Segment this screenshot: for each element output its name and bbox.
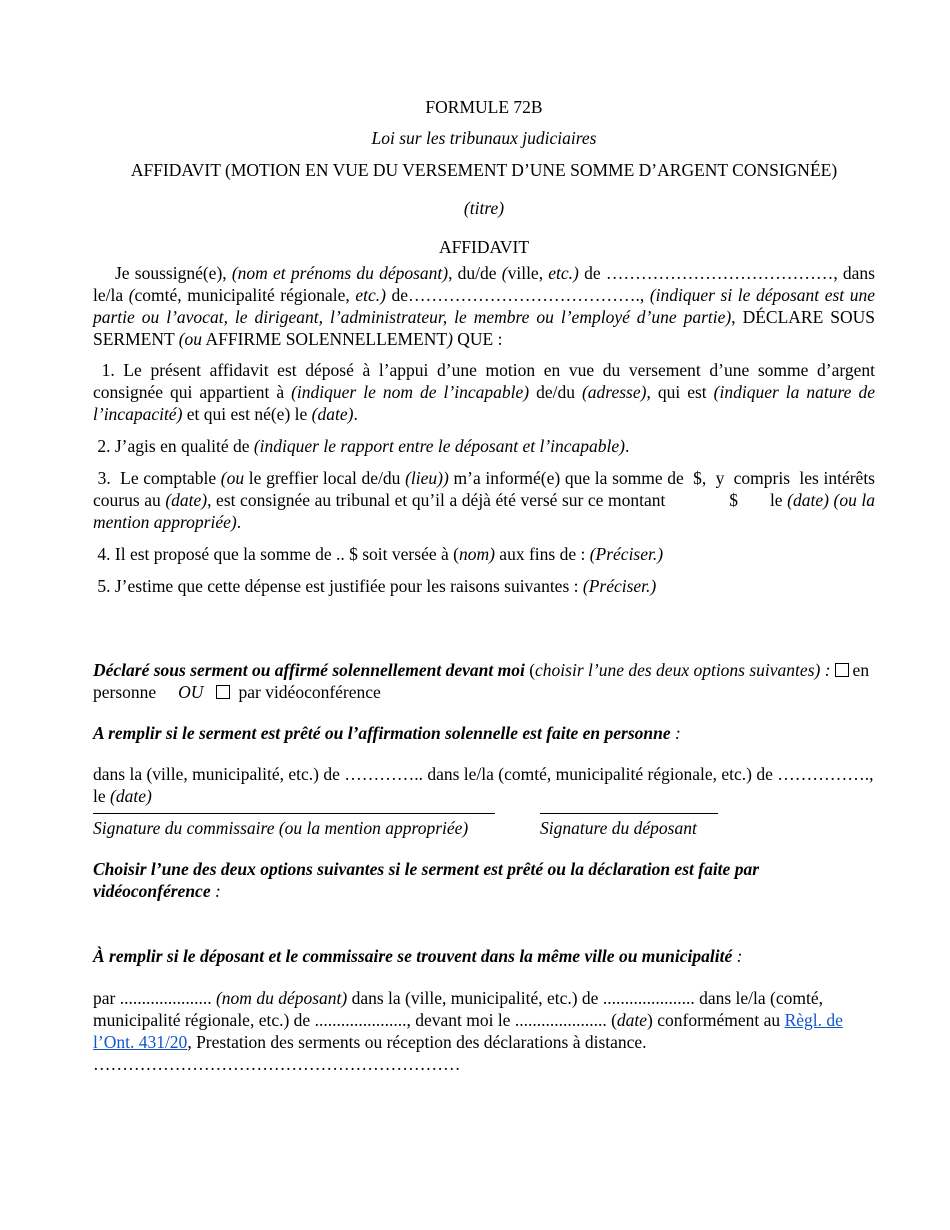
document-page (93, 96, 880, 1075)
deponent-signature (540, 813, 718, 839)
same-city-paragraph: par ..................... (nom du déposant) dans la (ville, municipalité, etc.) de ..................... dans le/la (comté, municipalité régionale, etc.) de ....................., devant moi le ..................... (date) conformément au Règl. de l’Ont. 431/20, Prestation des serments ou réception des déclarations à distance. (93, 988, 843, 1052)
paragraph-1: 1. Le présent affidavit est déposé à l’appui d’une motion en vue du versement d’une somme d’argent consignée qui appartient à (indiquer le nom de l’incapable) de/du (adresse), qui est (indiquer la nature de l’incapacité) et qui est né(e) le (date). (93, 360, 875, 424)
paragraph-3: 3. Le comptable (ou le greffier local de/du (lieu)) m’a informé(e) que la somme de $, y compris les intérêts courus au (date), est consignée au tribunal et qu’il a déjà été versé sur ce montant $ le (date) (ou la mention appropriée). (93, 468, 880, 532)
title-placeholder: (titre) (463, 198, 505, 218)
regulation-link[interactable]: Règl. de l’Ont. 431/20 (93, 1010, 843, 1052)
affidavit-heading: AFFIDAVIT (438, 237, 530, 257)
in-person-heading: A remplir si le serment est prêté ou l’affirmation solennelle est faite en personne : (93, 723, 681, 743)
form-title: AFFIDAVIT (MOTION EN VUE DU VERSEMENT D’UNE SOMME D’ARGENT CONSIGNÉE) (130, 160, 838, 180)
signature-row (93, 813, 875, 839)
in-person-checkbox[interactable] (835, 663, 849, 677)
paragraph-2: 2. J’agis en qualité de (indiquer le rapport entre le déposant et l’incapable). (97, 436, 630, 456)
form-number: FORMULE 72B (425, 97, 543, 117)
commissioner-signature (93, 813, 495, 839)
law-name: Loi sur les tribunaux judiciaires (371, 128, 597, 148)
video-checkbox[interactable] (216, 685, 230, 699)
same-city-heading: À remplir si le déposant et le commissaire se trouvent dans la même ville ou municipalité : (93, 946, 743, 966)
signature-dots: ……………………………………………………… (93, 1054, 461, 1074)
deponent-signature-label: Signature du déposant (540, 818, 697, 838)
commissioner-signature-label: Signature du commissaire (ou la mention appropriée) (93, 818, 469, 838)
paragraph-4: 4. Il est proposé que la somme de .. $ soit versée à (nom) aux fins de : (Préciser.) (97, 544, 664, 564)
intro-paragraph: Je soussigné(e), (nom et prénoms du déposant), du/de (ville, etc.) de …………………………………, dans le/la (comté, municipalité régionale, etc.) de…………………………………., (indiquer si le déposant est une partie ou l’avocat, le dirigeant, l’administrateur, le membre ou l’employé d’une partie), DÉCLARE SOUS SERMENT (ou AFFIRME SOLENNELLEMENT) QUE : (93, 263, 876, 349)
jurat-options: Déclaré sous serment ou affirmé solennellement devant moi (choisir l’une des deux options suivantes) : en personne OU par vidéoconférence (93, 660, 870, 702)
video-heading: Choisir l’une des deux options suivantes si le serment est prêté ou la déclaration est faite par vidéoconférence : (93, 859, 759, 901)
commissioner-signature-line (93, 813, 495, 814)
deponent-signature-line (540, 813, 718, 814)
paragraph-5: 5. J’estime que cette dépense est justifiée pour les raisons suivantes : (Préciser.) (97, 576, 657, 596)
in-person-location-line: dans la (ville, municipalité, etc.) de ………….. dans le/la (comté, municipalité régionale, etc.) de ……………., le (date) (93, 764, 874, 806)
